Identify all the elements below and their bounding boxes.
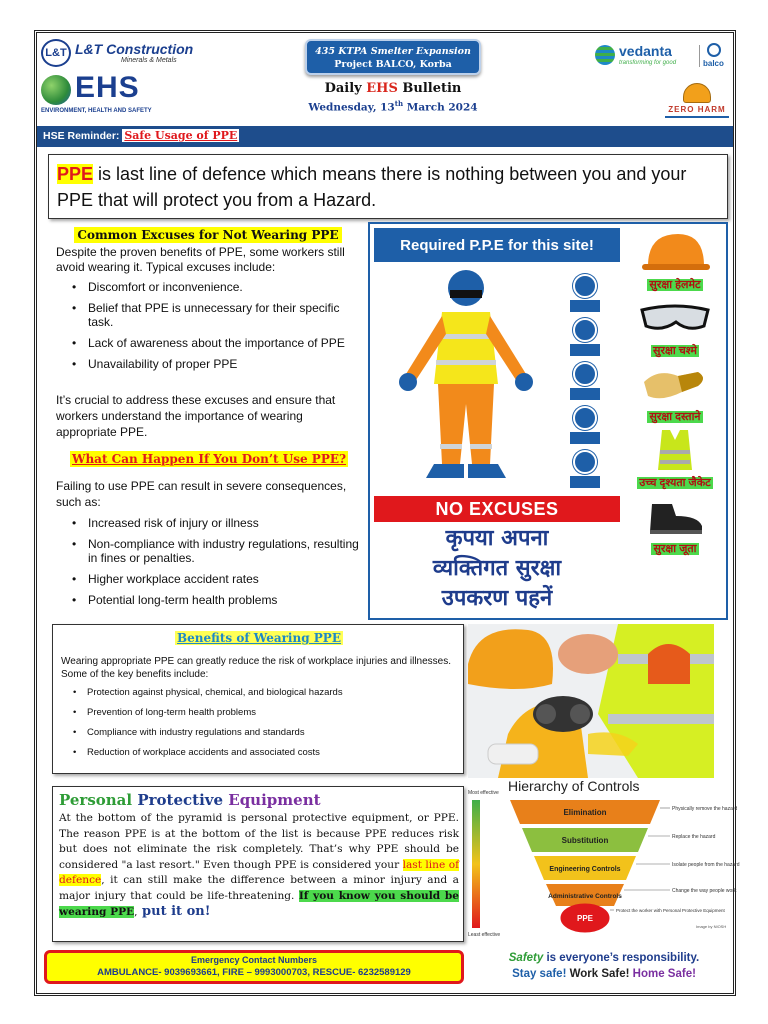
- ppe-body-part-2: , it can still make the difference between a minor injury and a major injury that could be life-threatening.: [59, 874, 459, 902]
- ppe-gear-list: [624, 228, 726, 558]
- excuses-intro: Despite the proven benefits of PPE, some workers still avoid wearing it. Typical excuses include:: [56, 245, 345, 274]
- lt-subtitle: Minerals & Metals: [121, 57, 177, 64]
- benefits-box: [52, 624, 464, 774]
- list-item: • Non-compliance with industry regulations, resulting in fines or penalties.: [72, 537, 362, 565]
- gear-shoe: [624, 492, 726, 558]
- ppe-comma: ,: [134, 906, 138, 918]
- bulletin-title: [305, 81, 481, 96]
- gear-label: उच्च दृश्यता जैकेट: [639, 477, 711, 489]
- hierarchy-of-controls: [464, 778, 740, 942]
- hindi-instruction: [374, 524, 620, 614]
- gear-helmet: [624, 228, 726, 294]
- list-item: • Prevention of long-term health problems: [73, 707, 453, 719]
- bulletin-title-suffix: Bulletin: [397, 81, 462, 96]
- reminder-topic: Safe Usage of PPE: [124, 129, 238, 142]
- zero-harm-underline: [665, 116, 729, 118]
- ppe-highlight-wear: If you know you should be wearing PPE: [59, 889, 460, 918]
- least-effective-label: Least effective: [468, 932, 501, 938]
- gloves-icon: [638, 362, 712, 406]
- zero-harm-logo: [665, 83, 729, 119]
- ppe-put-it-on: put it on!: [137, 904, 211, 919]
- level-label: Engineering Controls: [549, 866, 621, 873]
- ppe-body-part-1: At the bottom of the pyramid is personal protective equipment, or PPE. The reason PPE is at the bottom of the list is because PPE reduces risk but does not eliminate the risk completely. That’s why PPE should be considered "a last resort." Even though PPE is considered your: [59, 812, 459, 871]
- shoe-icon: [638, 494, 712, 538]
- emergency-title: Emergency Contact Numbers: [190, 955, 318, 965]
- lt-badge-icon: L&T: [41, 39, 71, 67]
- slogan-line-2: [472, 966, 736, 982]
- slogan-line-1: [472, 950, 736, 966]
- most-effective-label: Most effective: [468, 790, 499, 796]
- list-item: • Reduction of workplace accidents and associated costs: [73, 747, 453, 759]
- hard-hat-icon: [683, 83, 711, 103]
- bulletin-title-prefix: Daily: [324, 81, 367, 96]
- ppe-heading-word-3: Equipment: [228, 791, 321, 809]
- emergency-contacts: [44, 950, 464, 984]
- ppe-highlight-last-line: last line of defence: [59, 858, 459, 886]
- benefits-intro: Wearing appropriate PPE can greatly reduce the risk of workplace injuries and illnesses. Some of the key benefits include:: [61, 656, 452, 680]
- consequences-heading: [56, 450, 362, 468]
- project-banner: [305, 39, 481, 75]
- hindi-line-1: कृपया अपना: [445, 526, 549, 551]
- excuses-heading: [60, 226, 356, 244]
- slogan-stay-safe: Stay safe!: [512, 968, 567, 980]
- balco-name: balco: [703, 59, 724, 68]
- list-item: • Compliance with industry regulations and standards: [73, 727, 453, 739]
- level-label: Administrative Controls: [548, 893, 622, 900]
- hierarchy-pyramid: [464, 778, 740, 942]
- level-note: Protect the worker with Personal Protective Equipment: [616, 908, 725, 913]
- slogan-home-safe: Home Safe!: [629, 968, 696, 980]
- consequences-intro: Failing to use PPE can result in severe consequences, such as:: [56, 479, 347, 509]
- bulletin-header: [37, 33, 733, 121]
- hindi-line-3: उपकरण पहनें: [441, 586, 553, 611]
- gear-vest: [624, 426, 726, 492]
- excuses-heading-text: Common Excuses for Not Wearing PPE: [74, 227, 341, 243]
- statement-highlight: PPE: [57, 164, 94, 184]
- eye-protection-sign-icon: [570, 318, 600, 358]
- excuses-outro: It’s crucial to address these excuses and ensure that workers understand the importance of wearing appropriate PPE.: [56, 393, 336, 439]
- list-item: • Belief that PPE is unnecessary for their specific task.: [72, 301, 362, 329]
- level-label: PPE: [576, 914, 594, 923]
- logo-divider: [699, 45, 700, 67]
- level-label: Substitution: [561, 836, 609, 845]
- helmet-icon: [638, 230, 712, 274]
- zero-harm-text: ZERO HARM: [668, 105, 726, 114]
- no-excuses-banner: NO EXCUSES: [374, 496, 620, 522]
- project-line-1: 435 KTPA Smelter Expansion: [315, 46, 471, 57]
- vedanta-tagline: transforming for good: [619, 60, 677, 66]
- list-item: • Lack of awareness about the importance of PPE: [72, 336, 362, 350]
- hierarchy-credit: Image by NIOSH: [696, 924, 727, 929]
- list-item: • Protection against physical, chemical, and biological hazards: [73, 687, 453, 699]
- hierarchy-title: Hierarchy of Controls: [508, 778, 640, 794]
- goggles-icon: [638, 296, 712, 340]
- emergency-numbers: AMBULANCE- 9039693661, FIRE – 9993000703, RESCUE- 6232589129: [97, 967, 411, 978]
- hi-vis-sign-icon: [570, 406, 600, 446]
- lt-construction-logo: [41, 39, 194, 69]
- level-note: Physically remove the hazard: [672, 806, 738, 812]
- benefits-heading: [53, 629, 465, 647]
- lt-name: L&T Construction: [75, 41, 194, 57]
- date-suffix-sup: th: [394, 99, 404, 108]
- benefits-heading-text: Benefits of Wearing PPE: [177, 631, 341, 645]
- consequences-heading-text: What Can Happen If You Don’t Use PPE?: [71, 452, 347, 466]
- ppe-worker-illustration: [386, 264, 546, 504]
- consequences-list: [72, 516, 362, 614]
- slogan-line-1-rest: is everyone’s responsibility.: [543, 952, 700, 964]
- slogan-work-safe: Work Safe!: [566, 968, 630, 980]
- gear-gloves: [624, 360, 726, 426]
- level-note: Isolate people from the hazard: [672, 862, 740, 868]
- vedanta-mark-icon: [595, 45, 615, 65]
- vedanta-name: vedanta: [619, 43, 672, 59]
- gear-goggles: [624, 294, 726, 360]
- statement-text: is last line of defence which means there is nothing between you and your PPE that will protect you from a Hazard.: [57, 164, 687, 210]
- bulletin-title-ehs: EHS: [366, 81, 398, 96]
- list-item: • Potential long-term health problems: [72, 593, 362, 607]
- ppe-key-statement: [48, 154, 728, 219]
- effectiveness-bar: [472, 800, 480, 928]
- gloves-sign-icon: [570, 362, 600, 402]
- globe-icon: [41, 75, 71, 105]
- benefits-list: [73, 687, 453, 767]
- bulletin-date: [295, 99, 491, 114]
- level-label: Elimination: [563, 808, 607, 817]
- gear-label: सुरक्षा चश्मे: [653, 345, 697, 357]
- gear-label: सुरक्षा दस्ताने: [649, 411, 701, 423]
- ppe-heading: [59, 791, 321, 809]
- balco-mark-icon: [707, 43, 721, 57]
- ehs-subtitle: ENVIRONMENT, HEALTH AND SAFETY: [41, 108, 152, 114]
- date-prefix: Wednesday, 13: [308, 101, 395, 114]
- excuses-list: [72, 280, 362, 378]
- list-item: • Increased risk of injury or illness: [72, 516, 362, 530]
- poster-banner: Required P.P.E for this site!: [374, 228, 620, 262]
- ppe-heading-word-2: Protective: [137, 791, 224, 809]
- ehs-logo-text: EHS: [75, 71, 140, 104]
- gear-label: सुरक्षा जूता: [653, 543, 697, 555]
- list-item: • Unavailability of proper PPE: [72, 357, 362, 371]
- slogan-safety-word: Safety: [508, 952, 544, 964]
- hindi-line-2: व्यक्तिगत सुरक्षा: [432, 556, 562, 581]
- list-item: • Higher workplace accident rates: [72, 572, 362, 586]
- gear-label: सुरक्षा हेलमेट: [649, 279, 701, 291]
- ppe-gear-photo: [468, 624, 714, 778]
- ppe-sign-column: [570, 274, 600, 494]
- hard-hat-sign-icon: [570, 274, 600, 314]
- level-note: Change the way people work: [672, 888, 737, 894]
- ppe-body-text: [59, 811, 459, 921]
- ppe-heading-word-1: Personal: [59, 791, 133, 809]
- footwear-sign-icon: [570, 450, 600, 490]
- vedanta-logo: [595, 43, 731, 73]
- project-line-2: Project BALCO, Korba: [334, 59, 452, 70]
- ppe-explanation-box: [52, 786, 464, 942]
- hse-reminder-bar: [37, 126, 733, 147]
- level-note: Replace the hazard: [672, 834, 716, 840]
- safety-slogan: [472, 950, 736, 982]
- reminder-label: HSE Reminder:: [43, 130, 120, 142]
- vest-icon: [638, 428, 712, 472]
- ehs-logo: [41, 73, 191, 117]
- required-ppe-poster: [368, 222, 728, 620]
- list-item: • Discomfort or inconvenience.: [72, 280, 362, 294]
- date-month-year: March 2024: [403, 101, 478, 114]
